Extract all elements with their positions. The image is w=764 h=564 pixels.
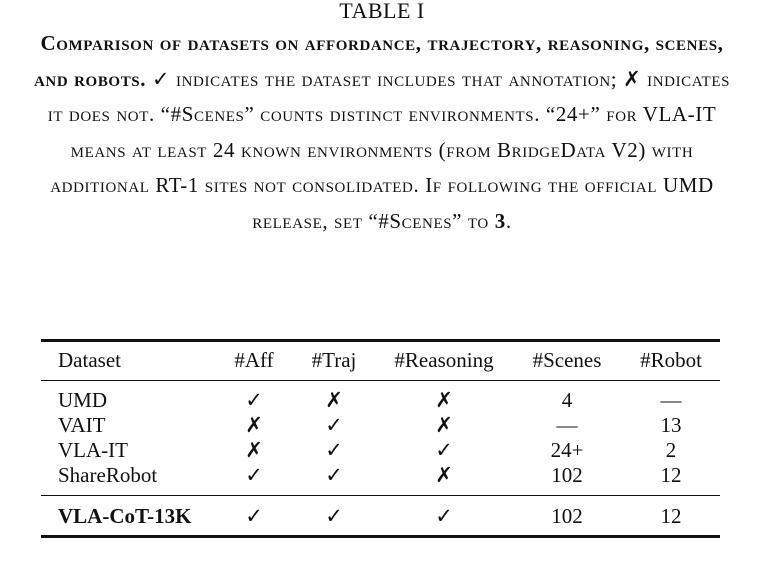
bottom-rule [41,535,720,538]
separator-rule [41,495,720,496]
caption-text-1: indicates the dataset includes that annotation; [176,66,618,91]
table-figure: TABLE I Comparison of datasets on affordance, trajectory, reasoning, scenes, and robots. ✓ indicates the dataset includes that annotation; ✗ indicates it does not. “#Scenes” counts distinct environments. “24+” for VLA-IT means at least 24 known environments (from BridgeData V2) with additional RT-1 sites not consolidated. If following the official UMD release, set “#Scenes” to 3. Dataset #Aff #Traj #Reasoning #Scenes #Robot UMD ✓ ✗ ✗ 4 — VAIT ✗ ✓ ✗ — 13 VLA-IT ✗ ✓ ✓ 24+ 2 ShareRobot ✓ ✓ ✗ 102 12 VLA-CoT-13K ✓ ✓ ✓ 102 12 [0,0,764,564]
table-label: TABLE I [339,0,425,23]
caption-text-2: indicates it does not. “#Scenes” counts distinct environments. “24+” for VLA-IT means at least 24 known environments (from BridgeData V2) with additional RT-1 sites not consolidated. If following the official UMD release, set “#Scenes” to [47,66,731,233]
cell-dataset: UMD [58,388,108,412]
caption-lead: Comparison of datasets on affordance, trajectory, reasoning, scenes, and robots. [33,31,724,91]
table-caption [30,26,734,240]
top-rule [41,339,720,342]
header-dataset: Dataset [58,348,121,372]
cell-dataset: VLA-IT [58,438,128,462]
cell-dataset: ShareRobot [58,463,158,487]
header-rule [41,380,720,381]
caption-end: . [505,208,512,233]
cell-dataset: VLA-CoT-13K [58,504,192,528]
cell-dataset: VAIT [58,413,106,437]
cross-mark-icon: ✗ [623,66,642,91]
check-mark-icon: ✓ [151,66,171,91]
caption-value: 3 [494,208,506,233]
